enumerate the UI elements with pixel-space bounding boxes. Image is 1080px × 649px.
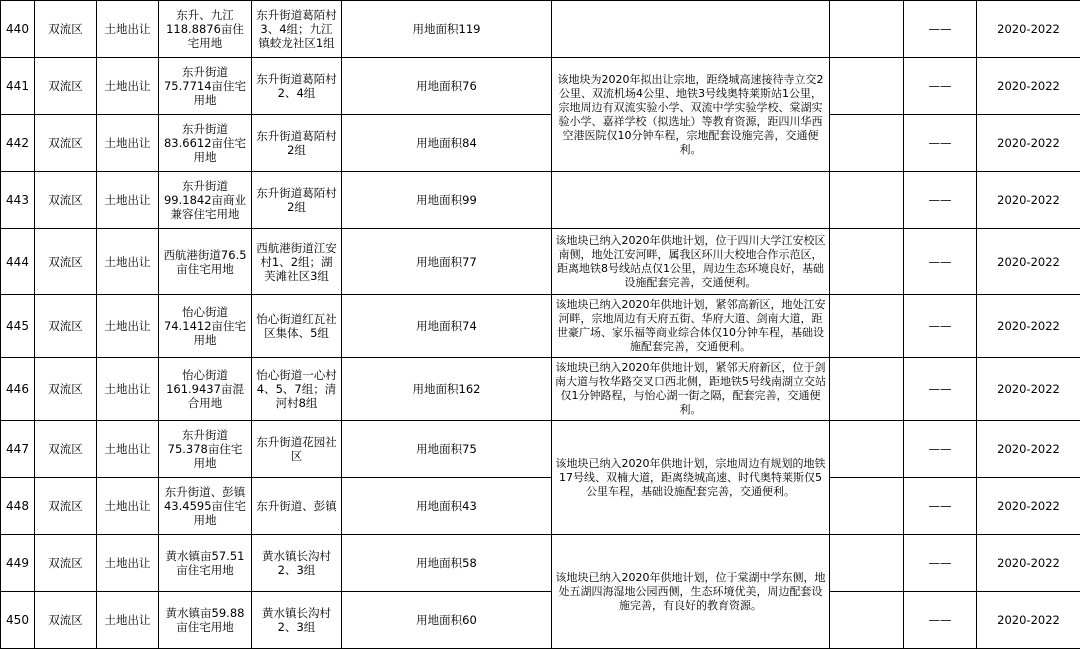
row-number: 445 (1, 295, 35, 358)
land-name-cell: 东升、九江118.8876亩住宅用地 (159, 1, 252, 58)
district-cell: 双流区 (35, 1, 97, 58)
method-cell: 土地出让 (97, 1, 159, 58)
district-cell: 双流区 (35, 478, 97, 535)
years-cell: 2020-2022 (977, 58, 1080, 115)
years-cell: 2020-2022 (977, 535, 1080, 592)
area-cell: 用地面积43 (342, 478, 552, 535)
area-cell: 用地面积99 (342, 172, 552, 229)
years-cell: 2020-2022 (977, 358, 1080, 421)
extra-cell (830, 592, 904, 649)
district-cell: 双流区 (35, 295, 97, 358)
dash-cell: —— (904, 478, 977, 535)
years-cell: 2020-2022 (977, 478, 1080, 535)
location-cell: 黄水镇长沟村2、3组 (252, 592, 342, 649)
location-cell: 东升街道葛陌村2组 (252, 115, 342, 172)
district-cell: 双流区 (35, 421, 97, 478)
area-cell: 用地面积84 (342, 115, 552, 172)
description-cell-empty (552, 172, 830, 229)
table-row (1, 592, 1080, 649)
area-cell: 用地面积77 (342, 229, 552, 295)
years-cell: 2020-2022 (977, 229, 1080, 295)
dash-cell: —— (904, 421, 977, 478)
method-cell: 土地出让 (97, 358, 159, 421)
extra-cell (830, 115, 904, 172)
dash-cell: —— (904, 115, 977, 172)
extra-cell (830, 358, 904, 421)
district-cell: 双流区 (35, 115, 97, 172)
table-row (1, 421, 1080, 478)
years-cell: 2020-2022 (977, 115, 1080, 172)
extra-cell (830, 478, 904, 535)
district-cell: 双流区 (35, 58, 97, 115)
table-row (1, 478, 1080, 535)
location-cell: 东升街道葛陌村3、4组；九江镇蛟龙社区1组 (252, 1, 342, 58)
years-cell: 2020-2022 (977, 172, 1080, 229)
location-cell: 东升街道葛陌村2、4组 (252, 58, 342, 115)
extra-cell (830, 172, 904, 229)
description-cell: 该地块已纳入2020年供地计划，位于四川大学江安校区南侧，地处江安河畔，属我区环川大校地合作示范区，距离地铁8号线站点仅1公里，周边生态环境良好，基础设施配套完善，交通便利。 (552, 229, 830, 295)
table-row (1, 115, 1080, 172)
location-cell: 东升街道、彭镇 (252, 478, 342, 535)
land-name-cell: 怡心街道161.9437亩混合用地 (159, 358, 252, 421)
table-row (1, 58, 1080, 115)
area-cell: 用地面积119 (342, 1, 552, 58)
land-name-cell: 怡心街道74.1412亩住宅用地 (159, 295, 252, 358)
land-name-cell: 东升街道83.6612亩住宅用地 (159, 115, 252, 172)
table-row (1, 1, 1080, 58)
district-cell: 双流区 (35, 358, 97, 421)
area-cell: 用地面积75 (342, 421, 552, 478)
description-cell: 该地块已纳入2020年供地计划，宗地周边有规划的地铁17号线、双楠大道，距离绕城高速、时代奥特莱斯仅5公里车程，基础设施配套完善，交通便利。 (552, 421, 830, 535)
area-cell: 用地面积162 (342, 358, 552, 421)
description-cell-empty (552, 1, 830, 58)
row-number: 450 (1, 592, 35, 649)
area-cell: 用地面积74 (342, 295, 552, 358)
dash-cell: —— (904, 1, 977, 58)
description-cell: 该地块为2020年拟出让宗地，距绕城高速接待寺立交2公里、双流机场4公里、地铁3号线奥特莱斯站1公里，宗地周边有双流实验小学、双流中学实验学校、棠湖实验小学、嘉祥学校（拟选址）等教育资源，距四川华西空港医院仅10分钟车程，宗地配套设施完善，交通便利。 (552, 58, 830, 172)
table-row (1, 172, 1080, 229)
location-cell: 西航港街道江安村1、2组；湖芙滩社区3组 (252, 229, 342, 295)
land-name-cell: 东升街道75.7714亩住宅用地 (159, 58, 252, 115)
description-cell: 该地块已纳入2020年供地计划，位于棠湖中学东侧，地处五湖四海湿地公园西侧，生态环境优美，周边配套设施完善，有良好的教育资源。 (552, 535, 830, 649)
district-cell: 双流区 (35, 592, 97, 649)
row-number: 447 (1, 421, 35, 478)
dash-cell: —— (904, 592, 977, 649)
dash-cell: —— (904, 535, 977, 592)
location-cell: 黄水镇长沟村2、3组 (252, 535, 342, 592)
method-cell: 土地出让 (97, 295, 159, 358)
method-cell: 土地出让 (97, 421, 159, 478)
description-cell: 该地块已纳入2020年供地计划，紧邻天府新区，位于剑南大道与牧华路交叉口西北侧，距地铁5号线南湖立交站仅1分钟路程，与怡心湖一街之隔，配套完善，交通便利。 (552, 358, 830, 421)
years-cell: 2020-2022 (977, 295, 1080, 358)
extra-cell (830, 535, 904, 592)
extra-cell (830, 1, 904, 58)
row-number: 441 (1, 58, 35, 115)
years-cell: 2020-2022 (977, 421, 1080, 478)
table-row (1, 229, 1080, 295)
area-cell: 用地面积76 (342, 58, 552, 115)
land-name-cell: 东升街道、彭镇43.4595亩住宅用地 (159, 478, 252, 535)
method-cell: 土地出让 (97, 592, 159, 649)
method-cell: 土地出让 (97, 478, 159, 535)
dash-cell: —— (904, 295, 977, 358)
district-cell: 双流区 (35, 172, 97, 229)
area-cell: 用地面积58 (342, 535, 552, 592)
extra-cell (830, 229, 904, 295)
row-number: 442 (1, 115, 35, 172)
table-row (1, 358, 1080, 421)
location-cell: 东升街道花园社区 (252, 421, 342, 478)
row-number: 444 (1, 229, 35, 295)
land-name-cell: 黄水镇亩57.51亩住宅用地 (159, 535, 252, 592)
dash-cell: —— (904, 58, 977, 115)
dash-cell: —— (904, 172, 977, 229)
method-cell: 土地出让 (97, 229, 159, 295)
extra-cell (830, 421, 904, 478)
row-number: 440 (1, 1, 35, 58)
area-cell: 用地面积60 (342, 592, 552, 649)
land-name-cell: 西航港街道76.5亩住宅用地 (159, 229, 252, 295)
district-cell: 双流区 (35, 229, 97, 295)
table-row (1, 535, 1080, 592)
land-name-cell: 东升街道75.378亩住宅用地 (159, 421, 252, 478)
row-number: 446 (1, 358, 35, 421)
years-cell: 2020-2022 (977, 592, 1080, 649)
dash-cell: —— (904, 229, 977, 295)
method-cell: 土地出让 (97, 172, 159, 229)
years-cell: 2020-2022 (977, 1, 1080, 58)
land-name-cell: 黄水镇亩59.88亩住宅用地 (159, 592, 252, 649)
row-number: 448 (1, 478, 35, 535)
dash-cell: —— (904, 358, 977, 421)
location-cell: 怡心街道一心村4、5、7组；清河村8组 (252, 358, 342, 421)
method-cell: 土地出让 (97, 535, 159, 592)
location-cell: 怡心街道红瓦社区集体、5组 (252, 295, 342, 358)
method-cell: 土地出让 (97, 115, 159, 172)
table-row (1, 295, 1080, 358)
method-cell: 土地出让 (97, 58, 159, 115)
extra-cell (830, 58, 904, 115)
extra-cell (830, 295, 904, 358)
description-cell: 该地块已纳入2020年供地计划，紧邻高新区，地处江安河畔，宗地周边有天府五街、华府大道、剑南大道，距世豪广场、家乐福等商业综合体仅10分钟车程，基础设施配套完善，交通便利。 (552, 295, 830, 358)
land-name-cell: 东升街道99.1842亩商业兼容住宅用地 (159, 172, 252, 229)
row-number: 449 (1, 535, 35, 592)
district-cell: 双流区 (35, 535, 97, 592)
row-number: 443 (1, 172, 35, 229)
location-cell: 东升街道葛陌村2组 (252, 172, 342, 229)
